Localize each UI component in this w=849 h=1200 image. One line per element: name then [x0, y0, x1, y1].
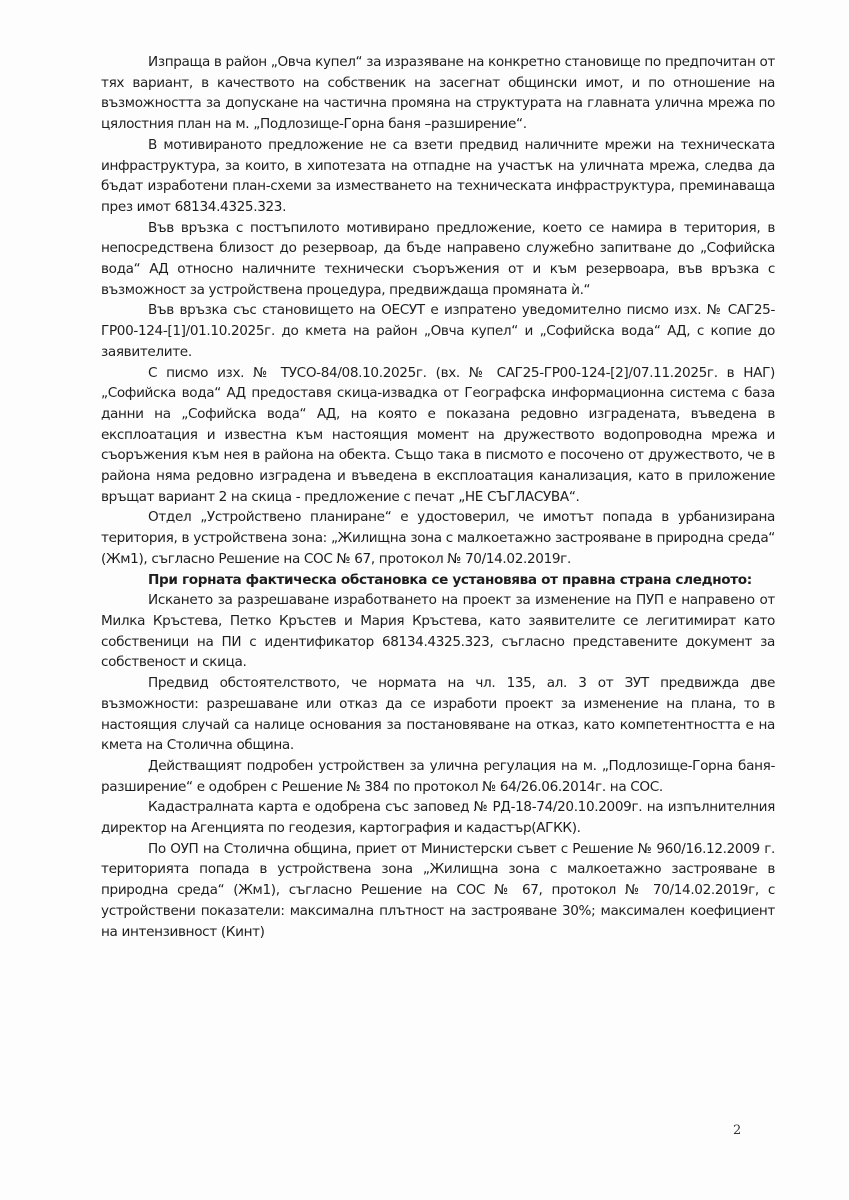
paragraph-cadastral-map: Кадастралната карта е одобрена със заповед № РД-18-74/20.10.2009г. на изпълнителния директор на Агенцията по геодезия, картография и кадастър(АГКК).	[101, 799, 775, 837]
paragraph-referral: Изпраща в район „Овча купел“ за изразяване на конкретно становище по предпочитан от тях вариант, в качеството на собственик на засегнат общински имот, и по отношение на възможността за допускане на частична промяна на структурата на главната улична мрежа по цялостния план на м. „Подлозище-Горна баня –разширение“.	[101, 54, 775, 133]
paragraph-sofia-water-response: С писмо изх. № ТУСО-84/08.10.2025г. (вх. № САГ25-ГР00-124-[2]/07.11.2025г. в НАГ) „Софийска вода“ АД предоставя скица-извадка от Географска информационна система с база данни на „Софийска вода“ АД, на която е показана редовно изградената, въведена в експлоатация и известна към настоящия момент на дружеството водопроводна мрежа и съоръжения към нея в района на обекта. Също така в писмото е посочено от дружеството, че в района няма редовно изградена и въведена в експлоатация канализация, като в приложение връщат вариант 2 на скица - предложение с печат „НЕ СЪГЛАСУВА“.	[101, 364, 775, 505]
paragraph-notification-letter: Във връзка със становището на ОЕСУТ е изпратено уведомително писмо изх. № САГ25-ГР00-124-[1]/01.10.2025г. до кмета на район „Овча купел“ и „Софийска вода“ АД, с копие до заявителите.	[101, 302, 775, 360]
paragraph-master-plan: По ОУП на Столична община, приет от Министерски съвет с Решение № 960/16.12.2009 г. територията попада в устройствена зона „Жилищна зона с малкоетажно застрояване в природна среда“ (Жм1), съгласно Решение на СОС № 67, протокол № 70/14.02.2019г, с устройствени показатели: максимална плътност на застрояване 30%; максимален коефициент на интензивност (Кинт)	[101, 840, 775, 940]
section-heading-legal: При горната фактическа обстановка се установява от правна страна следното:	[148, 571, 752, 588]
paragraph-infrastructure: В мотивираното предложение не са взети предвид наличните мрежи на техническата инфраструктура, за които, в хипотезата на отпадне на участък на уличната мрежа, следва да бъдат изработени план-схеми за изместването на техническата инфраструктура, преминаваща през имот 68134.4325.323.	[101, 136, 775, 215]
document-body	[101, 52, 775, 942]
paragraph-current-plan: Действащият подробен устройствен за улична регулация на м. „Подлозище-Горна баня-разширение“ е одобрен с Решение № 384 по протокол № 64/26.06.2014г. на СОС.	[101, 757, 775, 795]
paragraph-applicants: Искането за разрешаване изработването на проект за изменение на ПУП е направено от Милка Кръстева, Петко Кръстев и Мария Кръстева, като заявителите се легитимират като собственици на ПИ с идентификатор 68134.4325.323, съгласно представените документ за собственост и скица.	[101, 592, 775, 671]
page-number: 2	[733, 1123, 742, 1138]
paragraph-zoning-certification: Отдел „Устройствено планиране“ е удостоверил, че имотът попада в урбанизирана територия, в устройствена зона: „Жилищна зона с малкоетажно застрояване в природна среда“ (Жм1), съгласно Решение на СОС № 67, протокол № 70/14.02.2019г.	[101, 509, 775, 567]
paragraph-legal-basis: Предвид обстоятелството, че нормата на чл. 135, ал. 3 от ЗУТ предвижда две възможности: разрешаване или отказ да се изработи проект за изменение на плана, то в настоящия случай са налице основания за постановяване на отказ, като компетентността е на кмета на Столична община.	[101, 675, 775, 754]
paragraph-water-inquiry: Във връзка с постъпилото мотивирано предложение, което се намира в територия, в непосредствена близост до резервоар, да бъде направено служебно запитване до „Софийска вода“ АД относно наличните технически съоръжения от и към резервоара, във връзка с възможност за устройствена процедура, предвиждаща промяната ѝ.“	[101, 219, 775, 298]
